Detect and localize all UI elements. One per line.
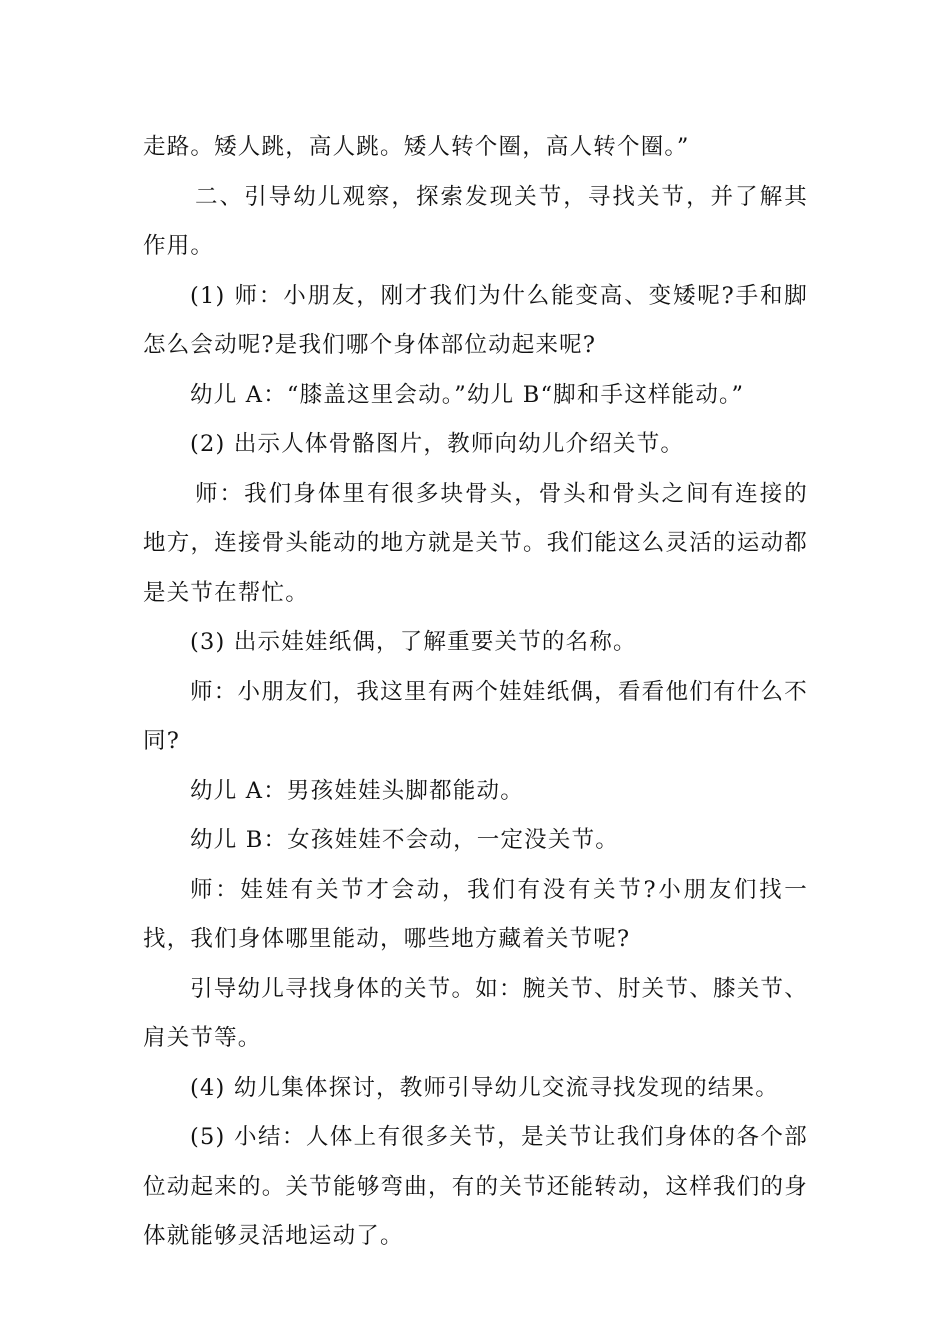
- paragraph-teacher-question: 师：小朋友们，我这里有两个娃娃纸偶，看看他们有什么不同?: [143, 678, 808, 754]
- paragraph-step-3: (3) 出示娃娃纸偶，了解重要关节的名称。: [190, 629, 637, 655]
- paragraph-teacher-explain: 师：我们身体里有很多块骨头，骨头和骨头之间有连接的地方，连接骨头能动的地方就是关节。我们能这么灵活的运动都是关节在帮忙。: [143, 480, 808, 606]
- paragraph-step-1: (1) 师：小朋友，刚才我们为什么能变高、变矮呢?手和脚怎么会动呢?是我们哪个身体部位动起来呢?: [143, 282, 808, 358]
- paragraph-child-a: 幼儿 A：男孩娃娃头脚都能动。: [190, 777, 524, 804]
- paragraph-teacher-prompt: 师：娃娃有关节才会动，我们有没有关节?小朋友们找一找，我们身体哪里能动，哪些地方藏着关节呢?: [143, 876, 808, 952]
- paragraph-child-answer: 幼儿 A：“膝盖这里会动。”幼儿 B“脚和手这样能动。”: [190, 381, 745, 408]
- document-body: [143, 123, 808, 1262]
- paragraph-step-5-summary: (5) 小结：人体上有很多关节，是关节让我们身体的各个部位动起来的。关节能够弯曲，有的关节还能转动，这样我们的身体就能够灵活地运动了。: [143, 1124, 808, 1249]
- paragraph-step-4: (4) 幼儿集体探讨，教师引导幼儿交流寻找发现的结果。: [190, 1074, 779, 1101]
- paragraph-guide: 引导幼儿寻找身体的关节。如：腕关节、肘关节、膝关节、肩关节等。: [143, 975, 808, 1051]
- paragraph-step-2: (2) 出示人体骨骼图片，教师向幼儿介绍关节。: [190, 431, 685, 457]
- paragraph-child-b: 幼儿 B：女孩娃娃不会动，一定没关节。: [190, 827, 619, 853]
- paragraph-continuation: 走路。矮人跳，高人跳。矮人转个圈，高人转个圈。”: [143, 134, 690, 160]
- section-heading: 二、引导幼儿观察，探索发现关节，寻找关节，并了解其作用。: [143, 183, 808, 259]
